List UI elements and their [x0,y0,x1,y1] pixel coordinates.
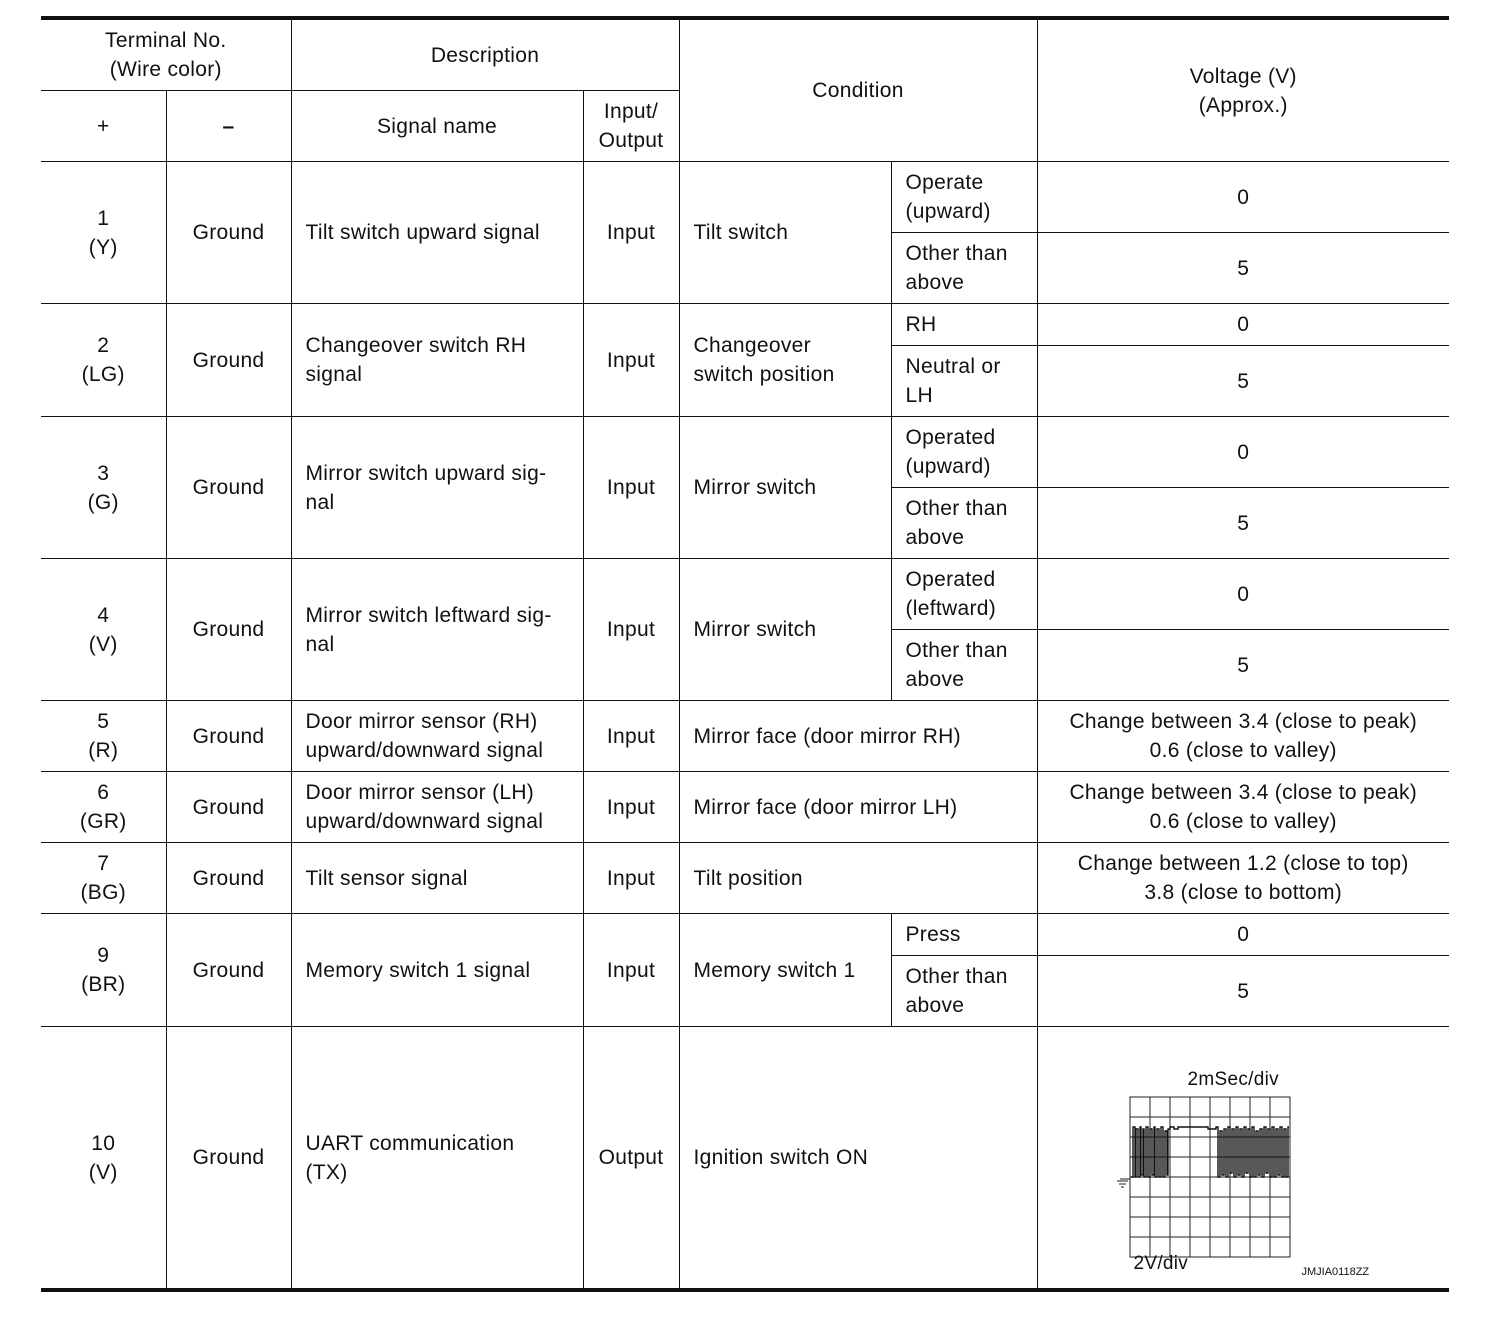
condition: Tilt position [679,843,1037,914]
condition-state: Other than above [891,233,1037,304]
condition-state: Operate (upward) [891,162,1037,233]
voltage-value: 0 [1037,559,1449,630]
signal-name: Mirror switch leftward sig- nal [291,559,583,701]
terminal-number: 7 (BG) [41,843,166,914]
voltage-value: 5 [1037,956,1449,1027]
table-row [41,1027,1449,1291]
terminal-number: 6 (GR) [41,772,166,843]
header-row-1 [41,18,1449,91]
terminal-number: 10 (V) [41,1027,166,1291]
input-output: Output [583,1027,679,1291]
voltage-value: 0 [1037,914,1449,956]
table-row [41,559,1449,630]
table-row [41,417,1449,488]
voltage-value: 5 [1037,233,1449,304]
voltage-value: 0 [1037,162,1449,233]
voltage-value: 5 [1037,630,1449,701]
table-row [41,304,1449,346]
condition-state: Other than above [891,956,1037,1027]
voltage-value: 0 [1037,304,1449,346]
header-input-output: Input/ Output [583,91,679,162]
time-division-label: 2mSec/div [1187,1069,1279,1090]
condition: Mirror switch [679,559,891,701]
input-output: Input [583,914,679,1027]
signal-name: Tilt sensor signal [291,843,583,914]
table-row [41,772,1449,843]
signal-name: Memory switch 1 signal [291,914,583,1027]
minus-terminal: Ground [166,914,291,1027]
voltage-value: 5 [1037,488,1449,559]
terminal-number: 2 (LG) [41,304,166,417]
table-row [41,162,1449,233]
table-row [41,914,1449,956]
condition-state: Press [891,914,1037,956]
terminal-number: 1 (Y) [41,162,166,304]
condition-state: Operated (upward) [891,417,1037,488]
minus-terminal: Ground [166,701,291,772]
condition: Tilt switch [679,162,891,304]
condition-state: Neutral or LH [891,346,1037,417]
condition-state: RH [891,304,1037,346]
terminal-number: 9 (BR) [41,914,166,1027]
minus-terminal: Ground [166,417,291,559]
terminal-number: 3 (G) [41,417,166,559]
minus-terminal: Ground [166,843,291,914]
input-output: Input [583,559,679,701]
signal-name: UART communication (TX) [291,1027,583,1291]
input-output: Input [583,701,679,772]
signal-name: Mirror switch upward sig- nal [291,417,583,559]
voltage-value: Change between 3.4 (close to peak) 0.6 (close to valley) [1037,701,1449,772]
header-voltage: Voltage (V) (Approx.) [1037,18,1449,162]
minus-terminal: Ground [166,772,291,843]
voltage-value: Change between 1.2 (close to top) 3.8 (close to bottom) [1037,843,1449,914]
condition: Mirror face (door mirror LH) [679,772,1037,843]
minus-terminal: Ground [166,1027,291,1291]
signal-name: Door mirror sensor (LH) upward/downward signal [291,772,583,843]
voltage-value: 5 [1037,346,1449,417]
figure-code: JMJIA0118ZZ [1301,1266,1370,1278]
header-condition: Condition [679,18,1037,162]
signal-name: Changeover switch RH signal [291,304,583,417]
signal-name: Tilt switch upward signal [291,162,583,304]
minus-terminal: Ground [166,162,291,304]
header-description: Description [291,18,679,91]
oscilloscope-waveform [1108,1069,1428,1289]
voltage-division-label: 2V/div [1133,1253,1189,1274]
table-row [41,843,1449,914]
input-output: Input [583,304,679,417]
header-terminal: Terminal No. (Wire color) [41,18,291,91]
condition: Ignition switch ON [679,1027,1037,1291]
condition: Memory switch 1 [679,914,891,1027]
input-output: Input [583,417,679,559]
header-plus: + [41,91,166,162]
condition: Mirror switch [679,417,891,559]
minus-terminal: Ground [166,559,291,701]
condition: Changeover switch position [679,304,891,417]
input-output: Input [583,162,679,304]
terminal-voltage-table [41,16,1449,1292]
voltage-value: Change between 3.4 (close to peak) 0.6 (close to valley) [1037,772,1449,843]
condition-state: Other than above [891,630,1037,701]
terminal-number: 4 (V) [41,559,166,701]
input-output: Input [583,843,679,914]
input-output: Input [583,772,679,843]
waveform-cell [1037,1027,1449,1291]
signal-name: Door mirror sensor (RH) upward/downward signal [291,701,583,772]
condition: Mirror face (door mirror RH) [679,701,1037,772]
terminal-table-container [41,16,1449,1292]
table-row [41,701,1449,772]
terminal-number: 5 (R) [41,701,166,772]
header-signal-name: Signal name [291,91,583,162]
minus-terminal: Ground [166,304,291,417]
condition-state: Operated (leftward) [891,559,1037,630]
voltage-value: 0 [1037,417,1449,488]
header-minus: – [166,91,291,162]
condition-state: Other than above [891,488,1037,559]
